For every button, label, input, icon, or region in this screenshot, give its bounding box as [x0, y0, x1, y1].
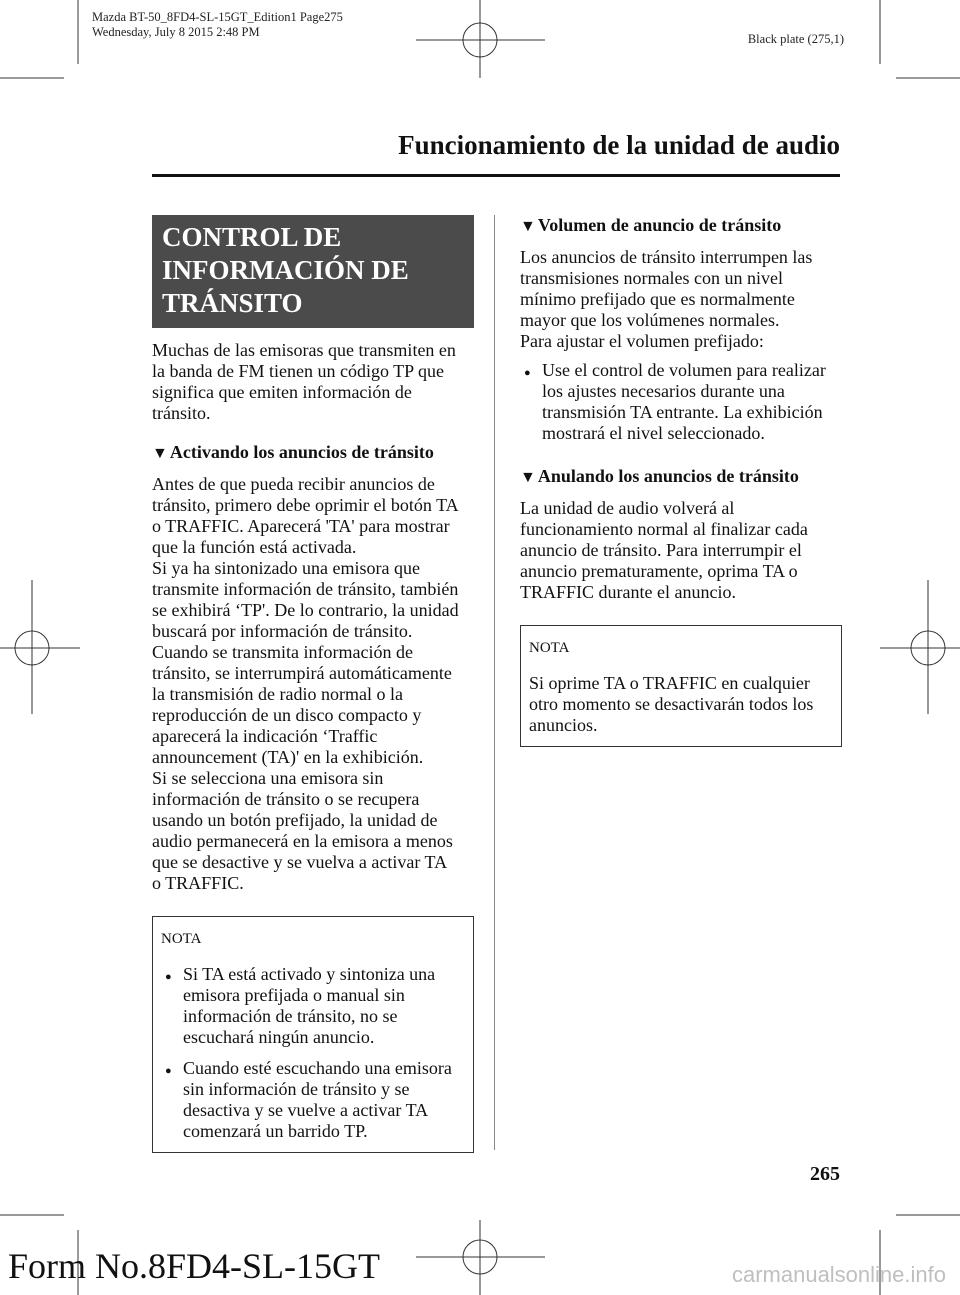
subheading-text: Activando los anuncios de tránsito: [169, 442, 434, 462]
note-title: NOTA: [529, 640, 570, 656]
note-item-text: Si TA está activado y sintoniza una emisora prefijada o manual sin información de tránsito, no se escuchará ningún anuncio.: [183, 964, 436, 1047]
bullet-icon: ●: [524, 367, 531, 379]
volume-bullet-list: [520, 360, 842, 444]
note-text: Si oprime TA o TRAFFIC en cualquier otro momento se desactivarán todos los anuncios.: [529, 673, 814, 735]
right-column: [520, 215, 842, 747]
triangle-icon: ▼: [520, 469, 536, 486]
note-item: [161, 964, 465, 1048]
note-title: NOTA: [161, 931, 202, 947]
volume-bullet: [520, 360, 842, 444]
cancel-paragraph: La unidad de audio volverá al funcionamiento normal al finalizar cada anuncio de tránsito. Para interrumpir el anuncio prematuramente, oprima TA o TRAFFIC durante el anuncio.: [520, 498, 808, 602]
note-item-text: Cuando esté escuchando una emisora sin información de tránsito y se desactiva y se vuelve a activar TA comenzará un barrido TP.: [183, 1058, 452, 1141]
meta-line-1: Mazda BT-50_8FD4-SL-15GT_Edition1 Page275: [92, 10, 343, 24]
subheading-text: Volumen de anuncio de tránsito: [537, 215, 782, 235]
column-divider: [494, 215, 495, 1150]
title-rule: [152, 174, 840, 177]
main-heading: CONTROL DE INFORMACIÓN DE TRÁNSITO: [152, 215, 474, 328]
subheading-anulando: [520, 466, 842, 488]
body-paragraph: Antes de que pueda recibir anuncios de tránsito, primero debe oprimir el botón TA o TRAFFIC. Aparecerá 'TA' para mostrar que la función está activada. Si ya ha sintonizado una emisora que transmite información de tránsito, también se exhibirá ‘TP'. De lo contrario, la unidad buscará por información de tránsito. Cuando se transmita información de tránsito, se interrumpirá automáticamente la transmisión de radio normal o la reproducción de un disco compacto y aparecerá la indicación ‘Traffic announcement (TA)' en la exhibición. Si se selecciona una emisora sin información de tránsito o se recupera usando un botón prefijado, la unidad de audio permanecerá en la emisora a menos que se desactive y se vuelva a activar TA o TRAFFIC.: [152, 474, 459, 893]
subheading-volumen: [520, 215, 842, 237]
note-list: [161, 964, 465, 1142]
note-box: [152, 916, 474, 1153]
form-number: Form No.8FD4-SL-15GT: [8, 1246, 381, 1286]
print-meta: [92, 10, 343, 40]
triangle-icon: ▼: [520, 218, 536, 235]
bullet-icon: ●: [165, 971, 172, 983]
intro-paragraph: Muchas de las emisoras que transmiten en la banda de FM tienen un código TP que significa que emiten información de tránsito.: [152, 340, 456, 423]
watermark: carmanualsonline.info: [731, 1262, 946, 1287]
section-title: Funcionamiento de la unidad de audio: [398, 130, 840, 160]
note-box-right: [520, 625, 842, 747]
subheading-text: Anulando los anuncios de tránsito: [537, 466, 799, 486]
volume-paragraph: Los anuncios de tránsito interrumpen las transmisiones normales con un nivel mínimo prefijado que es normalmente mayor que los volúmenes normales. Para ajustar el volumen prefijado:: [520, 247, 813, 351]
triangle-icon: ▼: [152, 445, 168, 462]
bullet-icon: ●: [165, 1065, 172, 1077]
volume-bullet-text: Use el control de volumen para realizar los ajustes necesarios durante una transmisión TA entrante. La exhibición mostrará el nivel seleccionado.: [542, 360, 826, 443]
subheading-activando: [152, 442, 474, 464]
meta-line-2: Wednesday, July 8 2015 2:48 PM: [92, 25, 260, 39]
plate-label: Black plate (275,1): [747, 32, 844, 46]
note-item: [161, 1058, 465, 1142]
page-number: 265: [810, 1163, 840, 1185]
left-column: [152, 215, 474, 1153]
